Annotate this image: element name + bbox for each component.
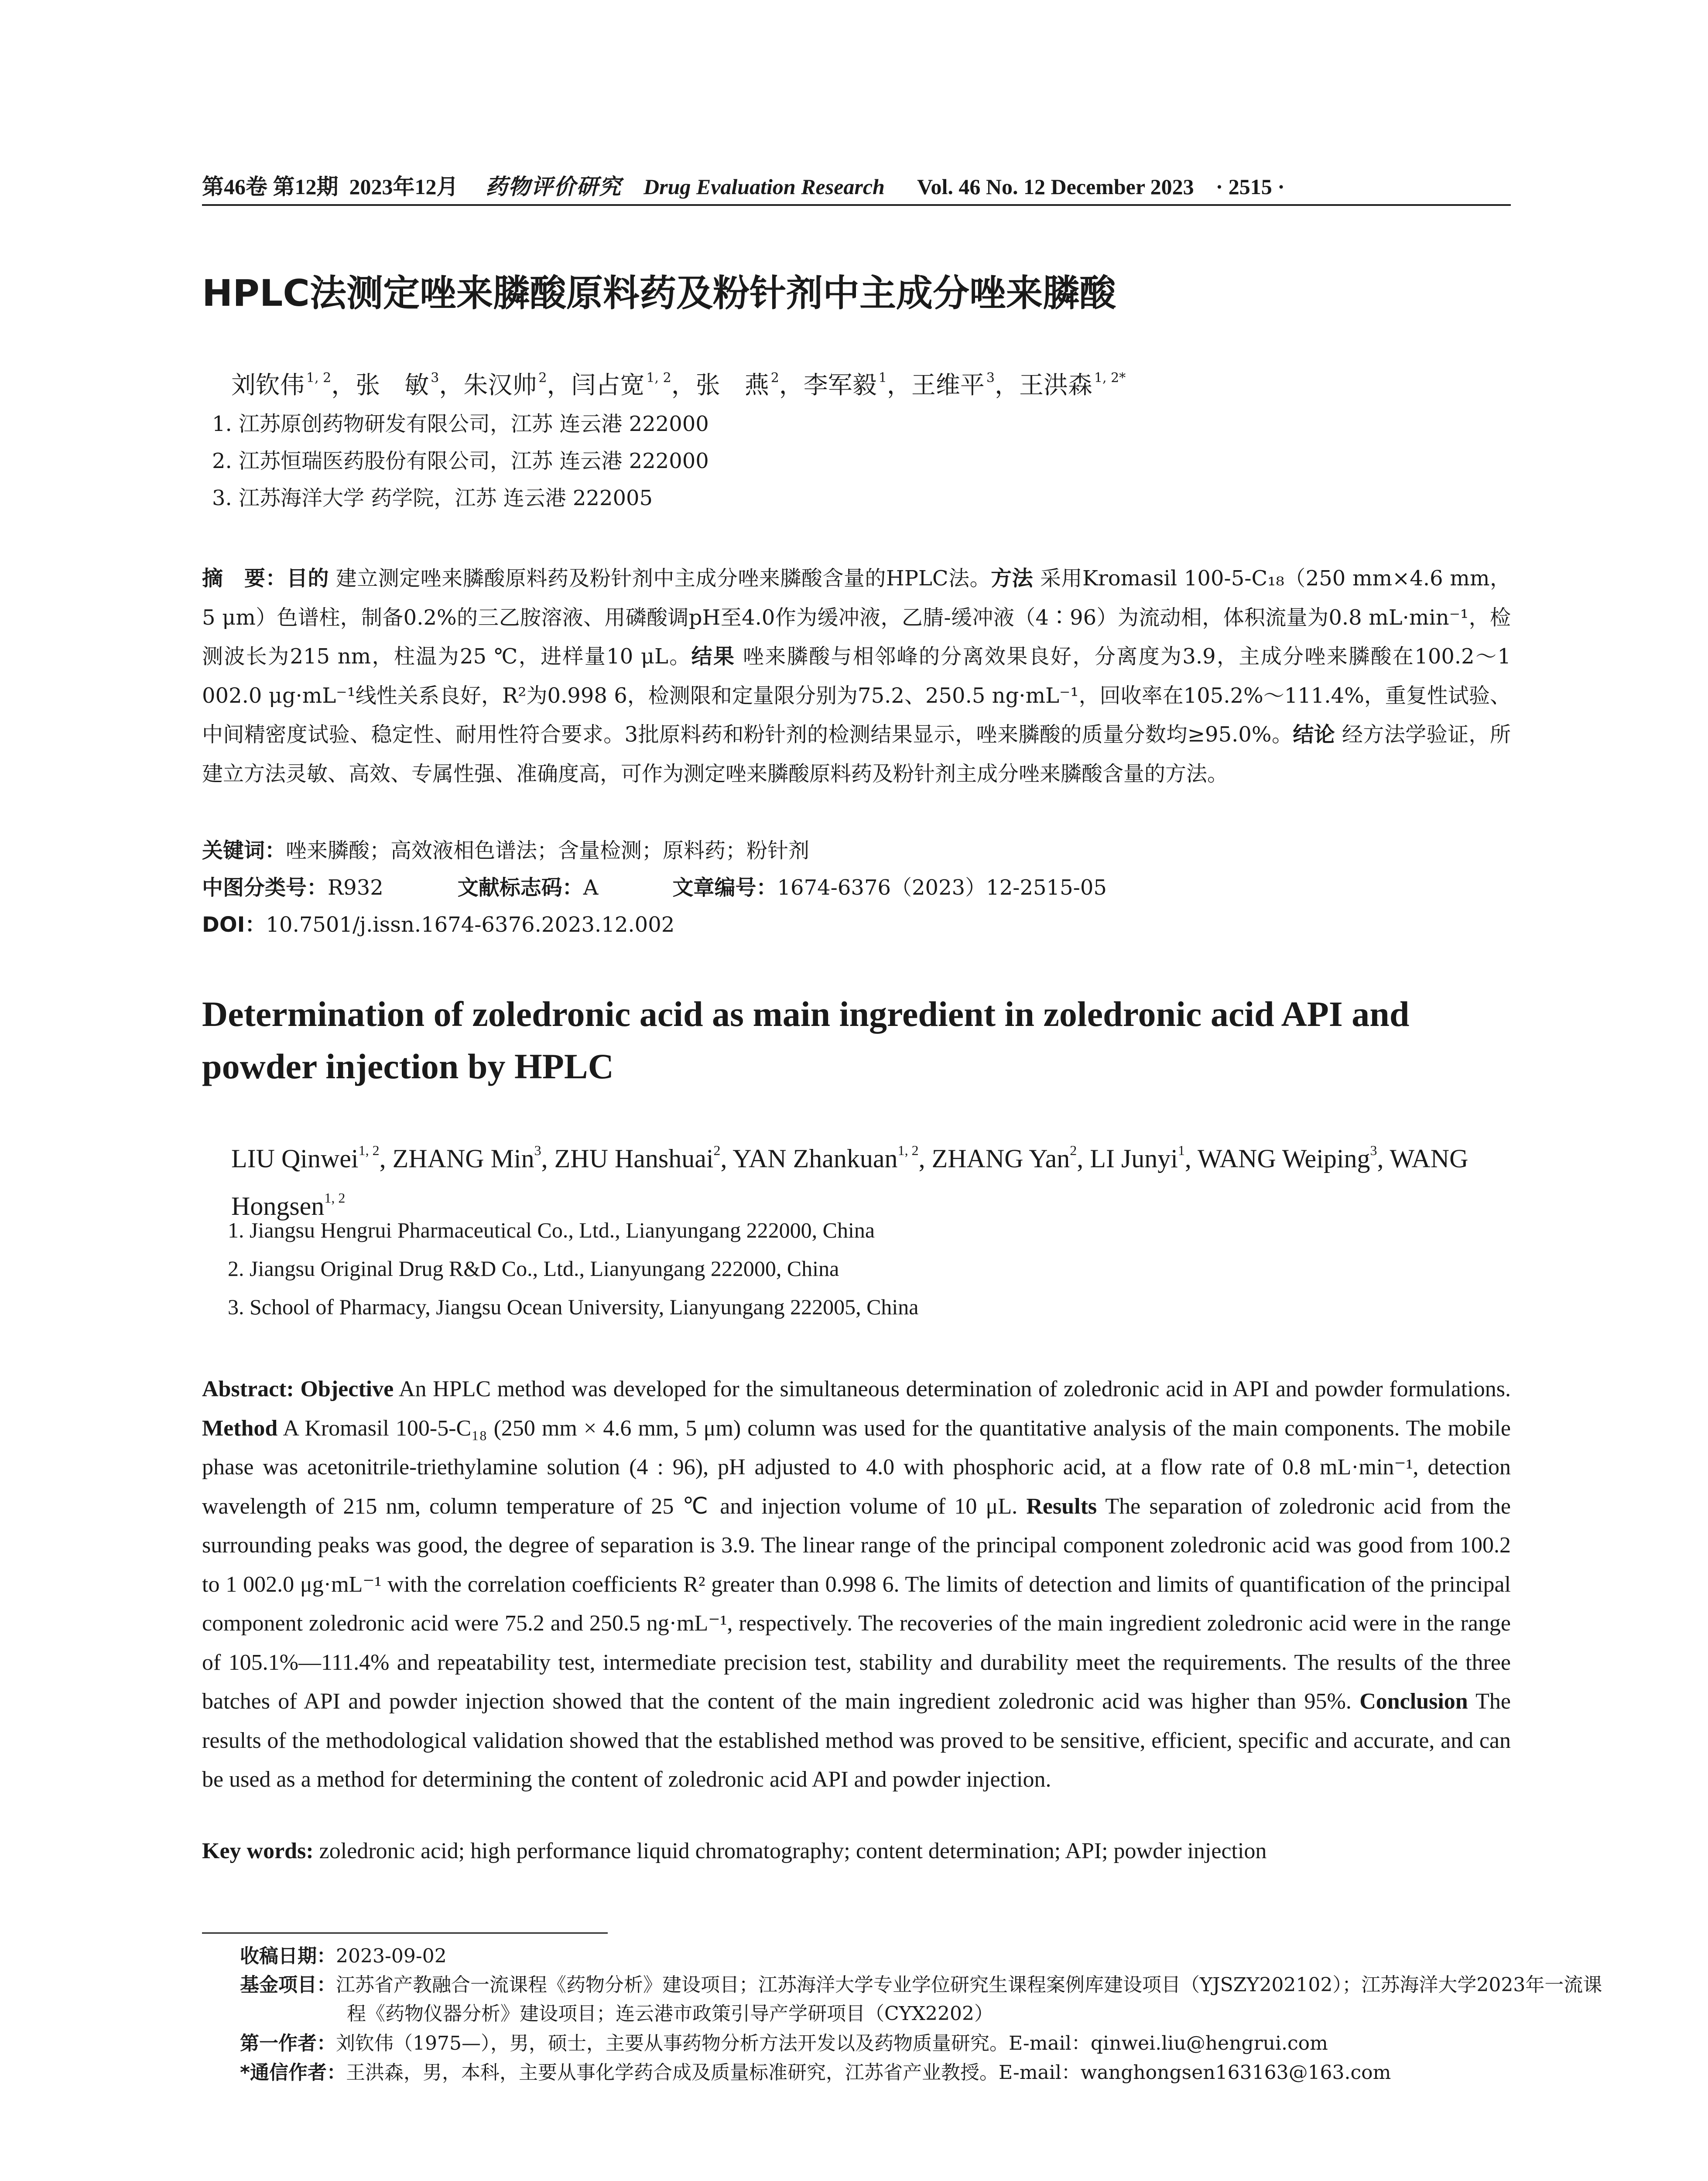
author-name: 王洪森 xyxy=(1019,371,1092,400)
first-author-label: 第一作者： xyxy=(240,2032,336,2055)
cn-method-text: 采用Kromasil 100-5-C₁₈（250 mm×4.6 mm，5 μm）色谱柱，制备0.2%的三乙胺溶液、用磷酸调pH至4.0作为缓冲液，乙腈-缓冲液（4∶96）为流动相，体积流量为0.8 mL·min⁻¹，检测波长为215 nm，柱温为25 ℃，进样量10 μL。 xyxy=(202,566,1511,669)
running-header xyxy=(202,165,1511,209)
author-separator: , xyxy=(379,1144,393,1173)
author-separator: ， xyxy=(671,371,696,400)
corresponding-label: *通信作者： xyxy=(240,2061,346,2084)
author-name: 朱汉帅 xyxy=(463,371,537,400)
fund-label: 基金项目： xyxy=(240,1974,336,1996)
author-separator: , xyxy=(1377,1144,1390,1173)
footnote-rule xyxy=(202,1932,608,1934)
doc-code-value: A xyxy=(583,875,599,900)
author-name: 刘钦伟 xyxy=(231,371,305,400)
author-affiliation-mark: 1, 2 xyxy=(358,1142,380,1158)
author-name: 闫占宽 xyxy=(571,371,645,400)
author-affiliation-mark: 1, 2 xyxy=(646,370,671,386)
footnote-fund xyxy=(240,1971,1616,2028)
author-separator: , xyxy=(720,1144,733,1173)
author-separator: ， xyxy=(439,371,464,400)
author-name: ZHU Hanshuai xyxy=(554,1144,714,1173)
author-separator: , xyxy=(1077,1144,1090,1173)
doi-value: 10.7501/j.issn.1674-6376.2023.12.002 xyxy=(266,913,675,937)
author-affiliation-mark: 1, 2 xyxy=(306,370,332,386)
en-results-text: The separation of zoledronic acid from the surrounding peaks was good, the degree of separation is 3.9. The linear range of the principal component zoledronic acid was good from 100.2 to 1 002.0 μg·mL⁻¹ with the correlation coefficients R² greater than 0.998 6. The limits of detection and limits of quantification of the principal component zoledronic acid were 75.2 and 250.5 ng·mL⁻¹, respectively. The recoveries of the main ingredient zoledronic acid were in the range of 105.1%—111.4% and repeatability test, intermediate precision test, stability and durability meet the requirements. The results of the three batches of API and powder injection showed that the content of the main ingredient zoledronic acid was higher than 95%. xyxy=(202,1494,1511,1714)
en-affiliation-1: 1. Jiangsu Hengrui Pharmaceutical Co., Ltd., Lianyungang 222000, China xyxy=(228,1218,875,1242)
en-abstract-label: Abstract: xyxy=(202,1377,294,1402)
author-name: ZHANG Yan xyxy=(931,1144,1070,1173)
cn-keywords-label: 关键词： xyxy=(202,838,286,863)
header-en-issue: Vol. 46 No. 12 December 2023 xyxy=(917,174,1194,199)
cn-conclusion-text: 经方法学验证，所建立方法灵敏、高效、专属性强、准确度高，可作为测定唑来膦酸原料药及粉针剂主成分唑来膦酸含量的方法。 xyxy=(202,722,1511,786)
first-author-text: 刘钦伟（1975—），男，硕士，主要从事药物分析方法开发以及药物质量研究。E-mail：qinwei.liu@hengrui.com xyxy=(336,2032,1328,2055)
author-name: ZHANG Min xyxy=(392,1144,534,1173)
author-affiliation-mark: 2 xyxy=(713,1142,721,1158)
author-affiliation-mark: 2 xyxy=(770,370,779,386)
author-separator: ， xyxy=(994,371,1019,400)
footnote-first-author xyxy=(240,2029,1616,2058)
author-separator: ， xyxy=(547,371,572,400)
cn-classification xyxy=(202,870,1511,905)
corresponding-text: 王洪森，男，本科，主要从事化学药合成及质量标准研究，江苏省产业教授。E-mail：wanghongsen163163@163.com xyxy=(346,2061,1391,2084)
cn-keywords-text: 唑来膦酸；高效液相色谱法；含量检测；原料药；粉针剂 xyxy=(286,838,810,863)
en-objective-text: An HPLC method was developed for the simultaneous determination of zoledronic acid in API and powder formulations. xyxy=(394,1377,1511,1402)
cn-affiliation-1: 1. 江苏原创药物研发有限公司，江苏 连云港 222000 xyxy=(212,412,709,436)
article-no-value: 1674-6376（2023）12-2515-05 xyxy=(777,875,1107,900)
footnote-received xyxy=(240,1942,1509,1971)
header-cn-date: 2023年12月 xyxy=(349,174,459,199)
author-name: WANG Weiping xyxy=(1197,1144,1370,1173)
author-affiliation-mark: 3 xyxy=(1370,1142,1377,1158)
en-keywords-text: zoledronic acid; high performance liquid chromatography; content determination; API; powder injection xyxy=(313,1839,1267,1863)
header-rule xyxy=(202,204,1511,206)
author-separator: ， xyxy=(779,371,804,400)
cn-objective-text: 建立测定唑来膦酸原料药及粉针剂中主成分唑来膦酸含量的HPLC法。 xyxy=(329,566,991,591)
doi-label: DOI： xyxy=(202,913,266,937)
author-name: LIU Qinwei xyxy=(231,1144,359,1173)
author-affiliation-mark: 2 xyxy=(538,370,547,386)
en-affiliation-2: 2. Jiangsu Original Drug R&D Co., Ltd., Lianyungang 222000, China xyxy=(228,1256,839,1281)
en-author-list xyxy=(231,1131,1511,1226)
en-affiliation-3: 3. School of Pharmacy, Jiangsu Ocean University, Lianyungang 222005, China xyxy=(228,1295,919,1319)
author-affiliation-mark: 2 xyxy=(1070,1142,1077,1158)
author-affiliation-mark: 3 xyxy=(431,370,439,386)
author-name: 张 敏 xyxy=(356,371,429,400)
journal-logo-text: 药物评价研究 xyxy=(486,174,622,199)
cn-keywords xyxy=(202,833,1511,868)
en-keywords-label: Key words: xyxy=(202,1839,314,1863)
header-en-journal: Drug Evaluation Research xyxy=(643,174,885,199)
cn-author-list xyxy=(231,359,1496,405)
received-date: 2023-09-02 xyxy=(336,1945,447,1967)
author-separator: , xyxy=(1184,1144,1198,1173)
cn-method-label: 方法 xyxy=(991,566,1034,591)
author-affiliation-mark: 1, 2 xyxy=(897,1142,919,1158)
author-name: 王维平 xyxy=(911,371,985,400)
en-results-label: Results xyxy=(1026,1494,1097,1519)
author-separator: , xyxy=(918,1144,932,1173)
author-name: LI Junyi xyxy=(1090,1144,1178,1173)
en-title: Determination of zoledronic acid as main ingredient in zoledronic acid API and powder injection by HPLC xyxy=(202,994,1410,1086)
author-affiliation-mark: 1, 2 xyxy=(324,1190,346,1206)
author-name: WANG Hongsen xyxy=(231,1144,1468,1220)
author-name: YAN Zhankuan xyxy=(732,1144,898,1173)
doc-code-label: 文献标志码： xyxy=(457,875,583,900)
clc-label: 中图分类号： xyxy=(202,875,328,900)
cn-affiliation-3: 3. 江苏海洋大学 药学院，江苏 连云港 222005 xyxy=(212,486,653,510)
author-affiliation-mark: 1, 2* xyxy=(1094,370,1126,386)
author-name: 张 燕 xyxy=(695,371,769,400)
author-affiliation-mark: 3 xyxy=(534,1142,541,1158)
en-objective-label: Objective xyxy=(300,1377,394,1402)
cn-results-label: 结果 xyxy=(691,644,736,669)
cn-affiliation-2: 2. 江苏恒瑞医药股份有限公司，江苏 连云港 222000 xyxy=(212,449,709,473)
en-abstract xyxy=(202,1370,1511,1799)
fund-text: 江苏省产教融合一流课程《药物分析》建设项目；江苏海洋大学专业学位研究生课程案例库建设项目（YJSZY202102）；江苏海洋大学2023年一流课程《药物仪器分析》建设项目；连云港市政策引导产学研项目（CYX2202） xyxy=(336,1974,1602,2025)
author-separator: ， xyxy=(331,371,356,400)
doi-line xyxy=(202,907,1511,942)
author-affiliation-mark: 1 xyxy=(878,370,887,386)
author-separator: ， xyxy=(887,371,911,400)
clc-value: R932 xyxy=(328,875,383,900)
cn-objective-label: 目的 xyxy=(287,566,329,591)
en-keywords xyxy=(202,1834,1511,1869)
en-conclusion-label: Conclusion xyxy=(1359,1689,1468,1714)
cn-abstract-label: 摘 要： xyxy=(202,566,287,591)
header-cn-issue: 第46卷 第12期 xyxy=(202,174,339,199)
footnote-corresponding xyxy=(240,2058,1616,2087)
cn-title: HPLC法测定唑来膦酸原料药及粉针剂中主成分唑来膦酸 xyxy=(202,272,1116,315)
author-separator: , xyxy=(541,1144,555,1173)
header-page-number: · 2515 · xyxy=(1215,174,1285,199)
cn-conclusion-label: 结论 xyxy=(1293,722,1335,747)
cn-results-text: 唑来膦酸与相邻峰的分离效果良好，分离度为3.9，主成分唑来膦酸在100.2～1 002.0 μg·mL⁻¹线性关系良好，R²为0.998 6，检测限和定量限分别为75.2、250.5 ng·mL⁻¹，回收率在105.2%～111.4%，重复性试验、中间精密度试验、稳定性、耐用性符合要求。3批原料药和粉针剂的检测结果显示，唑来膦酸的质量分数均≥95.0%。 xyxy=(202,644,1511,747)
en-conclusion-text: The results of the methodological validation showed that the established method was proved to be sensitive, efficient, specific and accurate, and can be used as a method for determining the content of zoledronic acid API and powder injection. xyxy=(202,1689,1511,1792)
article-no-label: 文章编号： xyxy=(672,875,777,900)
author-name: 李军毅 xyxy=(803,371,877,400)
en-method-text: A Kromasil 100-5-C₁₈ (250 mm × 4.6 mm, 5 μm) column was used for the quantitative analysis of the main components. The mobile phase was acetonitrile-triethylamine solution (4 : 96), pH adjusted to 4.0 with phosphoric acid, at a flow rate of 0.8 mL·min⁻¹, detection wavelength of 215 nm, column temperature of 25 ℃ and injection volume of 10 μL. xyxy=(202,1415,1511,1519)
en-method-label: Method xyxy=(202,1415,278,1441)
author-affiliation-mark: 1 xyxy=(1177,1142,1185,1158)
cn-abstract xyxy=(202,559,1511,793)
author-affiliation-mark: 3 xyxy=(986,370,995,386)
received-label: 收稿日期： xyxy=(240,1945,336,1967)
